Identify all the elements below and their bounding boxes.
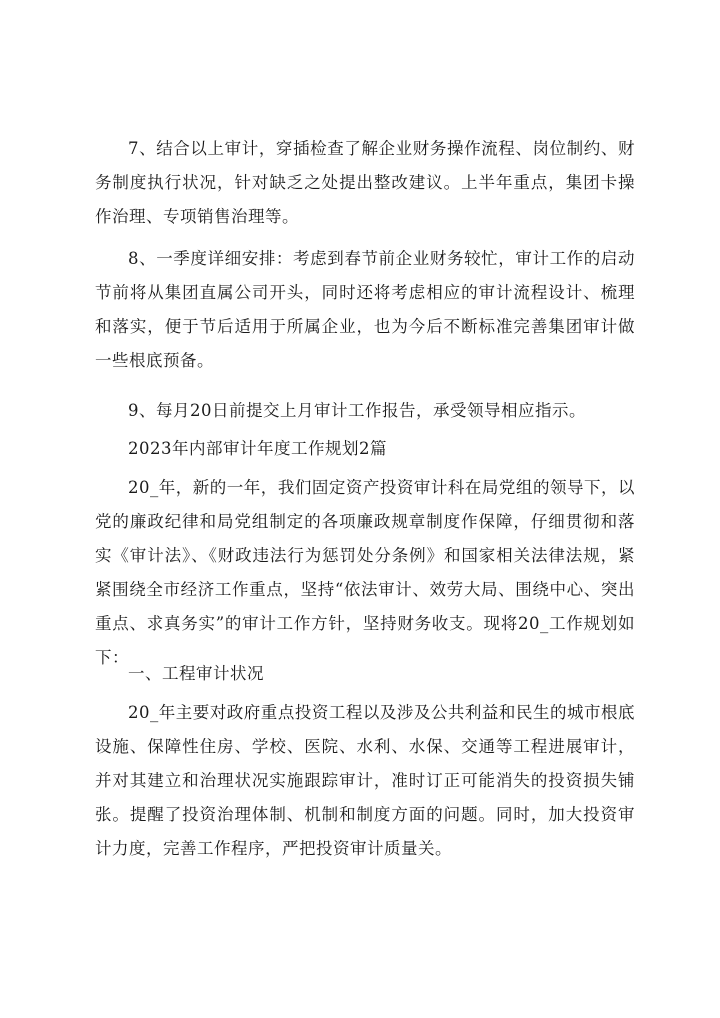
- section-heading-1: 一、工程审计状况: [128, 664, 264, 683]
- project-audit-paragraph: 20_年主要对政府重点投资工程以及涉及公共利益和民生的城市根底设施、保障性住房、学校、医院、水利、水保、交通等工程进展审计，并对其建立和治理状况实施跟踪审计，准时订正可能消失的投资损失铺张。提醒了投资治理体制、机制和制度方面的问题。同时，加大投资审计力度，完善工作程序，严把投资审计质量关。: [95, 703, 635, 858]
- section-title: 2023年内部审计年度工作规划2篇: [128, 439, 387, 458]
- paragraph-7: 7、结合以上审计，穿插检查了解企业财务操作流程、岗位制约、财务制度执行状况，针对缺乏之处提出整改建议。上半年重点，集团卡操作治理、专项销售治理等。: [95, 139, 635, 226]
- intro-paragraph: 20_年，新的一年，我们固定资产投资审计科在局党组的领导下，以党的廉政纪律和局党组制定的各项廉政规章制度作保障，仔细贯彻和落实《审计法》、《财政违法行为惩罚处分条例》和国家相关法律法规，紧紧围绕全市经济工作重点，坚持“依法审计、效劳大局、围绕中心、突出重点、求真务实”的审计工作方针，坚持财务收支。现将20_工作规划如下：: [95, 478, 635, 667]
- paragraph-8: 8、一季度详细安排：考虑到春节前企业财务较忙，审计工作的启动节前将从集团直属公司开头，同时还将考虑相应的审计流程设计、梳理和落实，便于节后适用于所属企业，也为今后不断标准完善集团审计做一些根底预备。: [95, 249, 635, 370]
- paragraph-9: 9、每月20日前提交上月审计工作报告，承受领导相应指示。: [128, 401, 586, 420]
